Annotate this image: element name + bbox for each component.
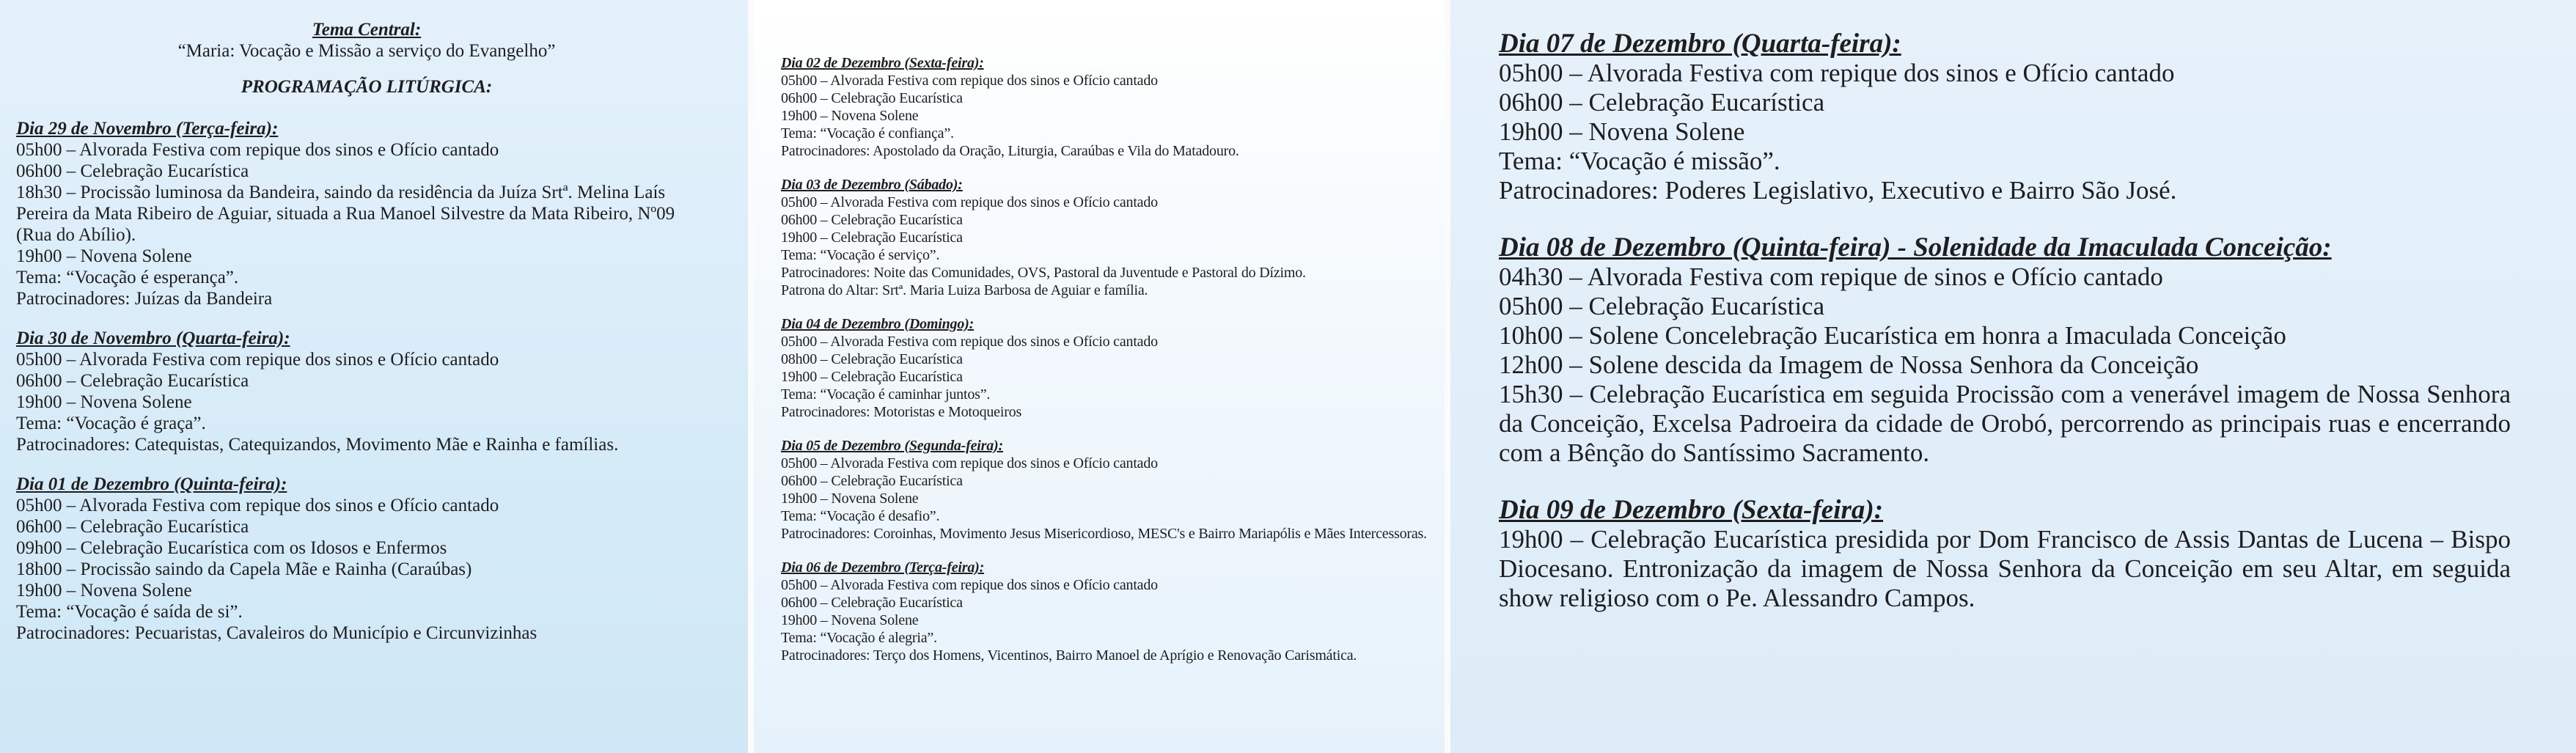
sponsors-paragraph: Patrocinadores: Coroinhas, Movimento Jesus Misericordioso, MESC's e Bairro Mariapólis e Mães Intercessoras.: [781, 526, 1427, 542]
theme-line: Tema: “Vocação é confiança”.: [781, 125, 954, 142]
programacao-panel-2: [754, 0, 1445, 753]
schedule-line: Pereira da Mata Ribeiro de Aguiar, situada a Rua Manoel Silvestre da Mata Ribeiro, Nº09: [16, 204, 675, 224]
day-08-dez: [1499, 233, 2576, 468]
schedule-line: 08h00 – Celebração Eucarística: [781, 351, 963, 367]
schedule-line: 19h00 – Celebração Eucarística: [781, 369, 963, 385]
day-heading: Dia 03 de Dezembro (Sábado):: [781, 177, 963, 193]
schedule-line: 18h00 – Procissão saindo da Capela Mãe e Rainha (Caraúbas): [16, 559, 472, 579]
schedule-line: 06h00 – Celebração Eucarística: [781, 212, 963, 228]
day-05-dez: [781, 437, 1445, 543]
sponsors-line: Patrocinadores: Juízas da Bandeira: [16, 289, 273, 309]
day-heading: Dia 05 de Dezembro (Segunda-feira):: [781, 438, 1003, 454]
schedule-line: 06h00 – Celebração Eucarística: [16, 517, 249, 537]
day-29-nov: [16, 118, 748, 309]
sponsors-line: Patrocinadores: Pecuaristas, Cavaleiros do Município e Circunvizinhas: [16, 623, 537, 643]
schedule-line: 19h00 – Novena Solene: [781, 491, 919, 507]
schedule-line: 06h00 – Celebração Eucarística: [16, 161, 249, 181]
day-heading: Dia 29 de Novembro (Terça-feira):: [16, 119, 279, 139]
theme-line: Tema: “Vocação é esperança”.: [16, 268, 239, 287]
schedule-line: 19h00 – Novena Solene: [16, 392, 192, 412]
day-heading: Dia 07 de Dezembro (Quarta-feira):: [1499, 29, 1901, 59]
theme-line: Tema: “Vocação é alegria”.: [781, 630, 937, 646]
schedule-line: 19h00 – Celebração Eucarística: [781, 229, 963, 246]
schedule-line: 19h00 – Novena Solene: [16, 581, 192, 600]
day-04-dez: [781, 315, 1445, 421]
schedule-line: 19h00 – Novena Solene: [16, 246, 192, 266]
day-09-dez: [1499, 496, 2576, 613]
day-06-dez: [781, 559, 1445, 664]
schedule-line: 06h00 – Celebração Eucarística: [781, 473, 963, 489]
schedule-line: 05h00 – Celebração Eucarística: [1499, 292, 1825, 320]
schedule-line: 19h00 – Novena Solene: [1499, 117, 1745, 146]
schedule-line: 05h00 – Alvorada Festiva com repique dos sinos e Ofício cantado: [16, 140, 499, 160]
day-heading: Dia 30 de Novembro (Quarta-feira):: [16, 328, 290, 348]
theme-text: “Maria: Vocação e Missão a serviço do Evangelho”: [177, 41, 556, 61]
schedule-line: 04h30 – Alvorada Festiva com repique de sinos e Ofício cantado: [1499, 262, 2163, 291]
celebration-paragraph: 19h00 – Celebração Eucarística presidida por Dom Francisco de Assis Dantas de Lucena – Bispo Diocesano. Entronização da imagem de Nossa Senhora da Conceição em seu Altar, em seguida show religioso com o Pe. Alessandro Campos.: [1499, 525, 2511, 612]
schedule-line: 18h30 – Procissão luminosa da Bandeira, saindo da residência da Juíza Srtª. Melina Laís: [16, 183, 666, 202]
theme-title: Tema Central:: [312, 20, 422, 40]
program-title: PROGRAMAÇÃO LITÚRGICA:: [241, 77, 493, 97]
sponsors-paragraph: Patrocinadores: Terço dos Homens, Vicentinos, Bairro Manoel de Aprígio e Renovação Carismática.: [781, 647, 1357, 664]
schedule-line: 05h00 – Alvorada Festiva com repique dos sinos e Ofício cantado: [16, 496, 499, 515]
schedule-line: 06h00 – Celebração Eucarística: [781, 90, 963, 106]
day-heading: Dia 01 de Dezembro (Quinta-feira):: [16, 474, 287, 494]
sponsors-line: Patrocinadores: Apostolado da Oração, Liturgia, Caraúbas e Vila do Matadouro.: [781, 143, 1239, 159]
schedule-line: 05h00 – Alvorada Festiva com repique dos sinos e Ofício cantado: [781, 194, 1158, 210]
theme-line: Tema: “Vocação é saída de si”.: [16, 602, 243, 622]
sponsors-line: Patrocinadores: Catequistas, Catequizandos, Movimento Mãe e Rainha e famílias.: [16, 435, 619, 455]
programacao-panel-3: [1450, 0, 2576, 753]
theme-line: Tema: “Vocação é serviço”.: [781, 247, 940, 263]
sponsors-line: Patrocinadores: Motoristas e Motoqueiros: [781, 404, 1022, 420]
day-02-dez: [781, 54, 1445, 160]
schedule-line: 12h00 – Solene descida da Imagem de Nossa Senhora da Conceição: [1499, 350, 2199, 379]
programacao-panel-1: [0, 0, 748, 753]
schedule-line: 19h00 – Novena Solene: [781, 108, 919, 124]
day-heading: Dia 09 de Dezembro (Sexta-feira):: [1499, 495, 1884, 525]
patrona-line: Patrona do Altar: Srtª. Maria Luiza Barbosa de Aguiar e família.: [781, 282, 1148, 298]
day-07-dez: [1499, 29, 2576, 205]
schedule-line: 05h00 – Alvorada Festiva com repique dos sinos e Ofício cantado: [16, 350, 499, 370]
panel-divider: [748, 0, 754, 753]
schedule-line: 10h00 – Solene Concelebração Eucarística em honra a Imaculada Conceição: [1499, 321, 2286, 350]
schedule-line: 06h00 – Celebração Eucarística: [781, 595, 963, 611]
panel-divider: [1445, 0, 1450, 753]
theme-line: Tema: “Vocação é desafio”.: [781, 508, 940, 524]
schedule-line: 05h00 – Alvorada Festiva com repique dos sinos e Ofício cantado: [781, 334, 1158, 350]
schedule-line: 06h00 – Celebração Eucarística: [16, 371, 249, 391]
schedule-line: 19h00 – Novena Solene: [781, 612, 919, 628]
day-30-nov: [16, 328, 748, 455]
schedule-line: 09h00 – Celebração Eucarística com os Idosos e Enfermos: [16, 538, 447, 558]
sponsors-paragraph: Patrocinadores: Noite das Comunidades, OVS, Pastoral da Juventude e Pastoral do Dízimo.: [781, 265, 1306, 281]
day-heading: Dia 08 de Dezembro (Quinta-feira) - Solenidade da Imaculada Conceição:: [1499, 232, 2332, 262]
schedule-line: 05h00 – Alvorada Festiva com repique dos sinos e Ofício cantado: [781, 73, 1158, 89]
schedule-line: 05h00 – Alvorada Festiva com repique dos sinos e Ofício cantado: [781, 455, 1158, 471]
day-heading: Dia 02 de Dezembro (Sexta-feira):: [781, 55, 984, 71]
day-heading: Dia 04 de Dezembro (Domingo):: [781, 316, 975, 332]
schedule-line: 05h00 – Alvorada Festiva com repique dos sinos e Ofício cantado: [1499, 59, 2175, 87]
theme-line: Tema: “Vocação é graça”.: [16, 414, 206, 433]
day-01-dez: [16, 474, 748, 644]
schedule-line: (Rua do Abílio).: [16, 225, 136, 245]
day-03-dez: [781, 176, 1445, 299]
schedule-line: 05h00 – Alvorada Festiva com repique dos sinos e Ofício cantado: [781, 577, 1158, 593]
procession-paragraph: 15h30 – Celebração Eucarística em seguida Procissão com a venerável imagem de Nossa Senhora da Conceição, Excelsa Padroeira da cidade de Orobó, percorrendo as principais ruas e encerrando com a Bênção do Santíssimo Sacramento.: [1499, 380, 2511, 467]
sponsors-line: Patrocinadores: Poderes Legislativo, Executivo e Bairro São José.: [1499, 176, 2177, 205]
theme-line: Tema: “Vocação é missão”.: [1499, 147, 1780, 175]
schedule-line: 06h00 – Celebração Eucarística: [1499, 88, 1825, 117]
day-heading: Dia 06 de Dezembro (Terça-feira):: [781, 559, 985, 576]
theme-line: Tema: “Vocação é caminhar juntos”.: [781, 386, 991, 403]
